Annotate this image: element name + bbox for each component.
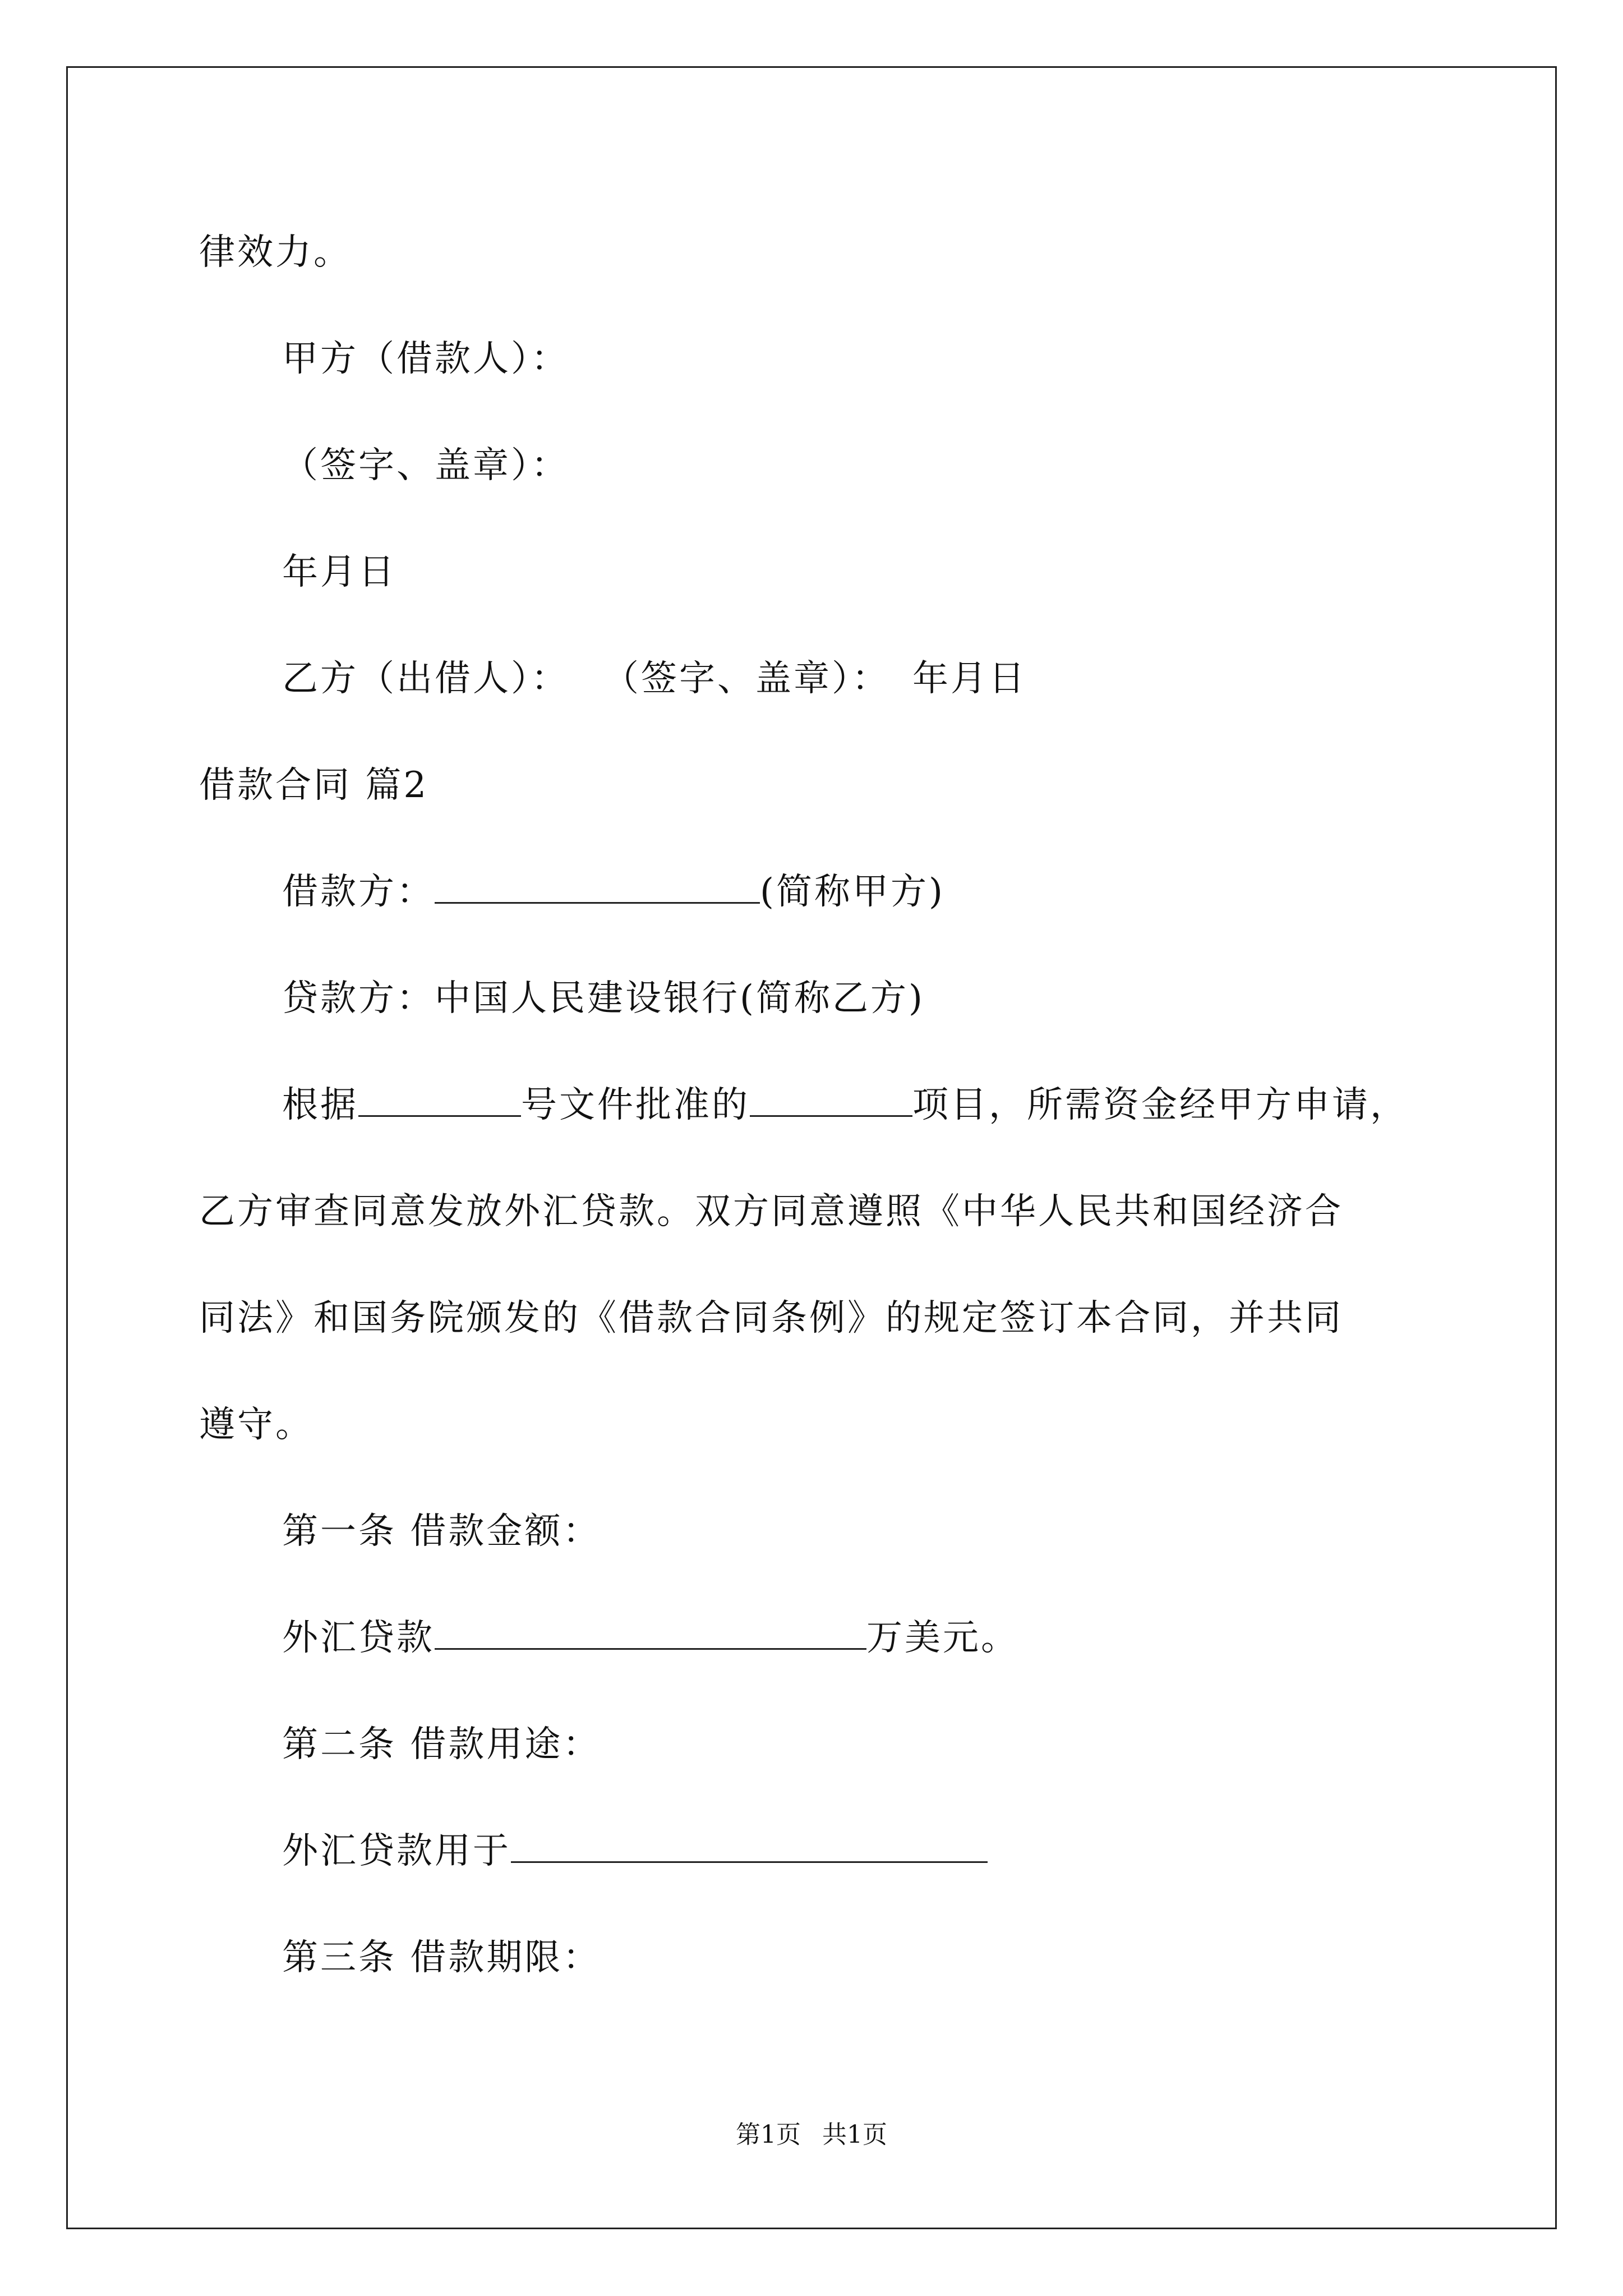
loan-amount-line — [282, 1616, 1019, 1660]
loan-purpose-line — [282, 1829, 988, 1874]
section-heading — [199, 763, 428, 808]
text-l07a: 借款方： — [282, 871, 435, 913]
body-line-10 — [199, 1189, 1343, 1234]
text-l03: （签字、盖章）： — [282, 445, 569, 486]
text-l07b: (简称甲方) — [760, 871, 945, 913]
text-l05c: 年月日 — [912, 658, 1027, 700]
text-l14a: 外汇贷款 — [282, 1617, 435, 1659]
article-3-heading — [282, 1935, 601, 1980]
party-b-signature-line — [282, 656, 1027, 701]
text-l14b: 万美元。 — [866, 1617, 1019, 1659]
loan-amount-blank[interactable] — [435, 1617, 866, 1650]
text-l17: 第三条 借款期限： — [282, 1937, 601, 1978]
text-l08: 贷款方：中国人民建设银行(简称乙方) — [282, 978, 925, 1019]
party-a-date — [282, 550, 396, 595]
text-l05b: （签字、盖章）： — [603, 658, 890, 700]
text-l15: 第二条 借款用途： — [282, 1724, 601, 1765]
text-l06: 借款合同 篇2 — [199, 765, 429, 806]
page-current: 第1页 — [736, 2120, 801, 2149]
text-l09b: 号文件批准的 — [521, 1084, 750, 1126]
basis-line — [282, 1083, 1408, 1128]
borrower-blank[interactable] — [435, 871, 760, 904]
body-line-11 — [199, 1296, 1343, 1341]
text-l12: 遵守。 — [199, 1404, 313, 1446]
article-2-heading — [282, 1722, 601, 1767]
page-total: 共1页 — [822, 2120, 887, 2149]
text-l04: 年月日 — [282, 551, 396, 593]
body-line-12 — [199, 1402, 313, 1447]
project-blank[interactable] — [750, 1084, 912, 1117]
page-footer — [0, 2119, 1623, 2151]
lender-line — [282, 976, 925, 1021]
document-number-blank[interactable] — [358, 1084, 521, 1117]
paragraph-continuation — [199, 230, 352, 275]
text-l11: 同法》和国务院颁发的《借款合同条例》的规定签订本合同，并共同 — [199, 1297, 1343, 1339]
party-a-signature — [282, 443, 569, 488]
text-l02: 甲方（借款人）： — [282, 338, 569, 380]
text-l01: 律效力。 — [199, 232, 352, 273]
text-l10: 乙方审查同意发放外汇贷款。双方同意遵照《中华人民共和国经济合 — [199, 1191, 1343, 1232]
loan-purpose-blank[interactable] — [511, 1830, 988, 1863]
page-border — [66, 66, 1557, 2229]
party-a-label — [282, 337, 569, 381]
text-l16: 外汇贷款用于 — [282, 1830, 511, 1872]
text-l09c: 项目，所需资金经甲方申请， — [912, 1084, 1408, 1126]
borrower-line — [282, 869, 945, 914]
text-l09a: 根据 — [282, 1084, 358, 1126]
text-l13: 第一条 借款金额： — [282, 1511, 601, 1552]
text-l05a: 乙方（出借人）： — [282, 658, 569, 700]
article-1-heading — [282, 1509, 601, 1554]
